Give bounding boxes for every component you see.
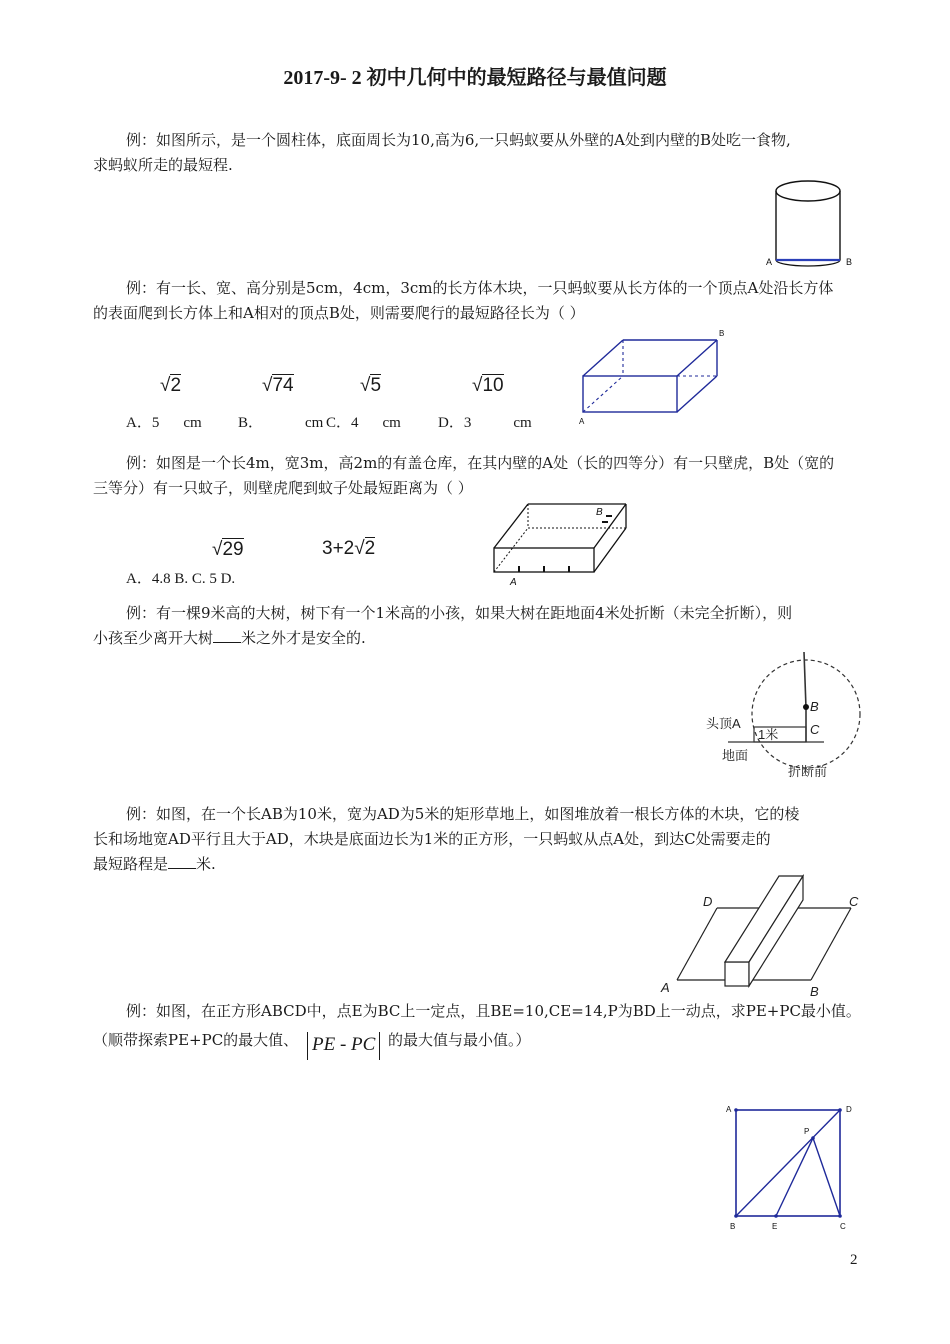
warehouse-label-b: B (596, 507, 603, 518)
ex3-options: A．4.8 B. C. 5 D. (126, 571, 236, 587)
ex4-text-line2-post: 米之外才是安全的. (241, 629, 366, 647)
ex2-option-c (326, 411, 401, 435)
ex3-sqrt-value: 29 (222, 539, 244, 560)
ex2-option-a-unit: cm (183, 415, 202, 431)
ex2-text-line2: 的表面爬到长方体上和A相对的顶点B处，则需要爬行的最短路径长为（ ） (93, 304, 585, 322)
cuboid-hidden-diag (583, 376, 623, 412)
square-label-b: B (730, 1222, 736, 1231)
ex2-option-b (238, 411, 323, 435)
ex2-option-d (438, 411, 532, 435)
ex6-text-line1: 例：如图，在正方形ABCD中，点E为BC上一定点，且BE=10,CE=14,P为BD上一动点，求PE+PC最小值。 (126, 1002, 861, 1020)
square-label-p: P (804, 1127, 810, 1136)
cyl-label-b: B (846, 257, 853, 267)
field-label-d: D (703, 894, 713, 909)
tree-label-c: C (810, 722, 820, 737)
ex2-sqrt-c: √5 (360, 375, 382, 396)
cuboid-top-left (583, 340, 623, 376)
cuboid-top-right (677, 340, 717, 376)
point-a (734, 1108, 738, 1112)
ex4-text-line2 (93, 626, 366, 650)
ex6-text-line2-post: 的最大值与最小值。） (388, 1031, 531, 1049)
cuboid-front-face (583, 376, 677, 412)
ex2-sqrt-b-value: 74 (272, 375, 294, 396)
warehouse-top-left (494, 504, 528, 548)
point-c (838, 1214, 842, 1218)
ex2-text-line1: 例：有一长、宽、高分别是5cm，4cm，3cm的长方体木块，一只蚂蚁要从长方体的一个顶点A处沿长方体 (126, 279, 834, 297)
ex2-option-c-unit: cm (382, 415, 401, 431)
ex2-sqrt-d-value: 10 (482, 375, 504, 396)
warehouse-bottom-right (594, 528, 626, 572)
ex6-abs-expression-text: PE - PC (312, 1034, 376, 1056)
field-label-c: C (849, 894, 859, 909)
tree-label-b: B (810, 699, 819, 714)
field-label-b: B (810, 984, 819, 999)
square-label-a: A (726, 1105, 732, 1114)
cuboid-bottom-right (677, 376, 717, 412)
field-edge-ad (677, 908, 717, 980)
ex5-text-line1: 例：如图，在一个长AB为10米，宽为AD为5米的矩形草地上，如图堆放着一根长方体的木块，它的棱 (126, 805, 800, 823)
ex2-option-d-unit: cm (513, 415, 532, 431)
ex2-option-c-label: C．4 (326, 415, 359, 431)
ex2-option-b-unit: cm (305, 415, 324, 431)
segment-pc (813, 1138, 840, 1216)
tree-figure (700, 648, 870, 783)
warehouse-hidden-diag (494, 528, 528, 572)
ex5-text-line3 (93, 852, 216, 876)
ex2-option-b-label: B． (238, 415, 264, 431)
field-label-a: A (661, 980, 670, 995)
page-title: 2017-9- 2 初中几何中的最短路径与最值问题 (283, 67, 667, 89)
point-b (734, 1214, 738, 1218)
ex2-option-a (126, 411, 202, 435)
ex2-sqrt-a: √2 (160, 375, 182, 396)
ex4-answer-blank[interactable] (213, 626, 241, 643)
ex3-text-line2: 三等分）有一只蚊子，则壁虎爬到蚊子处最短距离为（ ） (93, 479, 473, 497)
ex5-text-line3-post: 米. (196, 855, 216, 873)
field-figure (655, 872, 870, 997)
tree-label-ground: 地面 (722, 748, 749, 763)
log-front-face (725, 962, 749, 986)
point-e (774, 1214, 778, 1218)
ex2-sqrt-c-value: 5 (370, 375, 382, 396)
tree-label-one-m: 1米 (758, 727, 779, 742)
cuboid-label-a: A (579, 417, 585, 426)
tree-label-head: 头顶A (706, 716, 741, 731)
warehouse-label-a: A (510, 577, 517, 588)
point-d (838, 1108, 842, 1112)
ex4-text-line1: 例：有一棵9米高的大树，树下有一个1米高的小孩，如果大树在距地面4米处折断（未完全折断），则 (126, 604, 793, 622)
tree-label-before: 折断前 (788, 764, 828, 779)
ex3-text-line1: 例：如图是一个长4m，宽3m，高2m的有盖仓库，在其内壁的A处（长的四等分）有一只壁虎，B处（宽的 (126, 454, 835, 472)
segment-pe (776, 1138, 813, 1216)
ex2-sqrt-b: √74 (262, 375, 294, 396)
ex5-text-line2: 长和场地宽AD平行且大于AD，木块是底面边长为1米的正方形，一只蚂蚁从点A处，到达C处需要走的 (93, 830, 771, 848)
square-diagonal-bd (736, 1110, 840, 1216)
ex2-sqrt-a-value: 2 (170, 375, 182, 396)
ex3-expr-prefix: 3+2 (322, 538, 355, 559)
ex2-option-d-label: D．3 (438, 415, 472, 431)
field-edge-cb (811, 908, 851, 980)
ex4-text-line2-pre: 小孩至少离开大树 (93, 629, 214, 647)
ex5-answer-blank[interactable] (168, 852, 196, 869)
point-p (811, 1136, 815, 1140)
warehouse-figure (488, 496, 633, 591)
ex3-expr-sqrt-value: 2 (364, 538, 376, 559)
square-label-d: D (846, 1105, 852, 1114)
cuboid-figure (575, 328, 725, 428)
square-label-c: C (840, 1222, 846, 1231)
ex5-text-line3-pre: 最短路程是 (93, 855, 169, 873)
cuboid-label-b: B (719, 329, 725, 338)
ex6-abs-expression (307, 1032, 380, 1060)
ex3-sqrt: √29 (212, 539, 244, 560)
ex1-text-line1: 例：如图所示，是一个圆柱体，底面周长为10,高为6,一只蚂蚁要从外壁的A处到内壁的B处吃一食物, (126, 131, 791, 149)
ex3-expr: 3+2√2 (322, 538, 376, 559)
ex1-text-line2: 求蚂蚁所走的最短程. (93, 156, 233, 174)
tree-point-b (803, 704, 809, 710)
cylinder-top-ellipse (776, 181, 840, 201)
ex2-option-a-label: A．5 (126, 415, 160, 431)
square-figure (722, 1100, 862, 1235)
cyl-label-a: A (766, 257, 773, 267)
ex2-sqrt-d: √10 (472, 375, 504, 396)
page-number: 2 (850, 1252, 858, 1268)
cylinder-figure (760, 175, 870, 275)
square-label-e: E (772, 1222, 778, 1231)
ex6-text-line2-pre: （顺带探索PE+PC的最大值、 (93, 1031, 299, 1049)
